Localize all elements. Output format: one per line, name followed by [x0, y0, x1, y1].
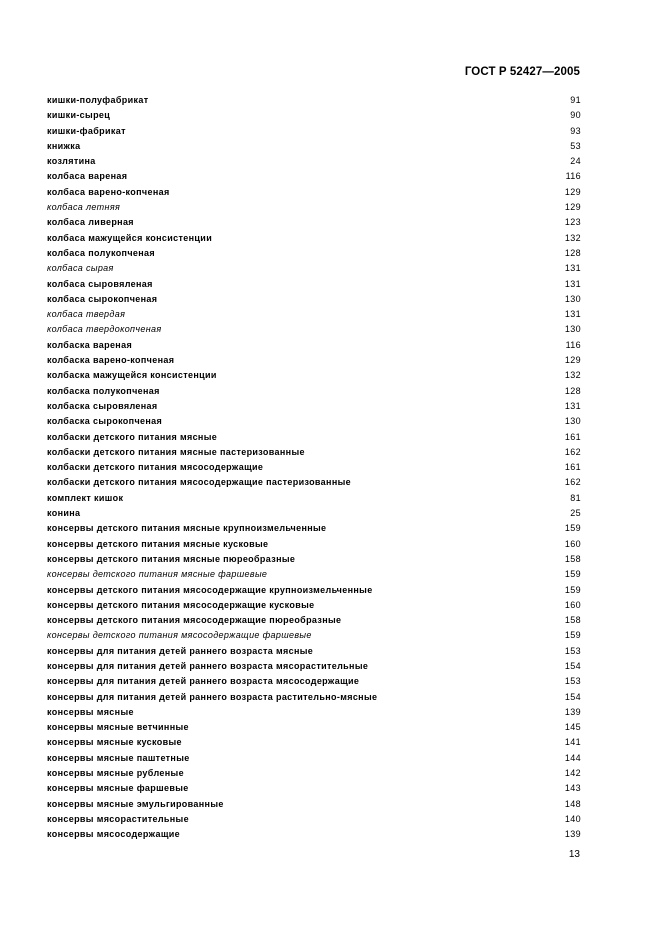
index-page-ref: 154: [564, 691, 581, 702]
index-entry: [47, 200, 581, 215]
index-page-ref: 158: [564, 615, 581, 626]
page-number: 13: [568, 849, 580, 860]
index-entry: [47, 552, 581, 567]
index-term: колбаса твердокопченая: [47, 324, 162, 335]
index-entry: [47, 108, 581, 123]
index-term: консервы мясосодержащие: [47, 829, 180, 840]
index-term: колбаска сыровяленая: [47, 400, 158, 411]
index-entry: [47, 368, 581, 383]
index-page-ref: 91: [570, 95, 581, 105]
index-term: консервы мясные ветчинные: [47, 722, 189, 733]
index-page-ref: 153: [564, 676, 581, 687]
index-entry: [47, 384, 581, 399]
index-entry: [47, 475, 581, 490]
index-entry: [47, 521, 581, 536]
index-page-ref: 116: [565, 339, 581, 350]
index-page-ref: 160: [564, 599, 581, 610]
index-entry: [47, 751, 581, 766]
index-page-ref: 53: [570, 140, 581, 151]
index-entry: [47, 567, 581, 582]
index-term: консервы мясные: [47, 706, 134, 717]
index-entry: [47, 705, 581, 720]
index-page-ref: 25: [570, 508, 581, 519]
index-term: колбаса ливерная: [47, 217, 134, 228]
index-entry: [47, 292, 581, 307]
index-page-ref: 161: [564, 462, 581, 473]
index-page-ref: 145: [564, 722, 581, 733]
index-page-ref: 131: [564, 400, 581, 411]
index-page-ref: 131: [564, 309, 581, 320]
index-page-ref: 159: [564, 523, 581, 534]
index-term: колбаски детского питания мясные: [47, 431, 218, 442]
index-term: консервы для питания детей раннего возраста мясорастительные: [47, 660, 369, 671]
index-term: колбаса вареная: [47, 171, 128, 182]
index-term: колбаска вареная: [47, 339, 133, 350]
index-term: колбаса варено-копченая: [47, 186, 170, 197]
index-page-ref: 141: [564, 737, 581, 748]
index-term: колбаса полукопченая: [47, 247, 155, 258]
index-page-ref: 93: [570, 125, 581, 136]
index-entry: [47, 261, 581, 276]
index-term: кишки-фабрикат: [47, 125, 126, 136]
index-term: консервы мясные кусковые: [47, 737, 182, 748]
index-entry: [47, 231, 581, 246]
index-term: колбаска мажущейся консистенции: [47, 370, 217, 381]
index-entry: [47, 185, 581, 200]
index-entry: [47, 506, 581, 521]
index-entry: [47, 537, 581, 552]
index-page-ref: 160: [564, 538, 581, 549]
index-page-ref: 130: [564, 293, 581, 304]
index-page-ref: 139: [564, 706, 581, 717]
index-term: колбаса сыровяленая: [47, 278, 153, 289]
index-term: консервы детского питания мясосодержащие фаршевые: [47, 630, 312, 641]
index-term: колбаса твердая: [47, 309, 126, 320]
index-entry: [47, 246, 581, 261]
index-page-ref: 159: [564, 569, 581, 580]
index-term: консервы для питания детей раннего возраста растительно-мясные: [47, 691, 378, 702]
index-entry: [47, 674, 581, 689]
index-term: кишки-сырец: [47, 110, 111, 121]
index-term: козлятина: [47, 156, 96, 167]
index-term: консервы для питания детей раннего возраста мясные: [47, 645, 314, 656]
index-entry: [47, 766, 581, 781]
index-page-ref: 162: [564, 477, 581, 488]
index-page-ref: 153: [564, 645, 581, 656]
index-term: колбаска варено-копченая: [47, 355, 175, 366]
index-term: консервы мясорастительные: [47, 813, 189, 824]
index-page-ref: 148: [564, 798, 581, 809]
index-entry: [47, 659, 581, 674]
index-page-ref: 131: [564, 278, 581, 289]
index-page-ref: 129: [564, 202, 581, 213]
index-term: колбаска сырокопченая: [47, 416, 163, 427]
index-entry: [47, 644, 581, 659]
index-entry: [47, 781, 581, 796]
index-page-ref: 130: [564, 416, 581, 427]
index-page-ref: 123: [564, 217, 581, 228]
index-page-ref: 131: [564, 263, 581, 274]
index-entry: [47, 124, 581, 139]
index-term: кишки-полуфабрикат: [47, 95, 149, 105]
index-entry: [47, 690, 581, 705]
index-page-ref: 24: [570, 156, 581, 167]
index-page-ref: 162: [564, 446, 581, 457]
index-entry: [47, 399, 581, 414]
index-entry: [47, 583, 581, 598]
index-page-ref: 158: [564, 553, 581, 564]
index-entry: [47, 445, 581, 460]
index-term: консервы детского питания мясные пюреобразные: [47, 553, 296, 564]
index-entry: [47, 277, 581, 292]
index-term: консервы детского питания мясосодержащие пюреобразные: [47, 615, 342, 626]
index-term: консервы мясные эмульгированные: [47, 798, 224, 809]
index-page-ref: 142: [564, 768, 581, 779]
index-term: колбаса сырокопченая: [47, 293, 158, 304]
index-page-ref: 130: [564, 324, 581, 335]
index-entry: [47, 93, 581, 108]
index-page-ref: 132: [564, 232, 581, 243]
index-entry: [47, 827, 581, 842]
index-entry: [47, 307, 581, 322]
index-term: консервы детского питания мясные кусковые: [47, 538, 269, 549]
index-term: консервы детского питания мясосодержащие кусковые: [47, 599, 315, 610]
index-entry: [47, 154, 581, 169]
index-page-ref: 90: [570, 110, 581, 121]
index-entry: [47, 353, 581, 368]
index-page-ref: 116: [565, 171, 581, 182]
index-entry: [47, 613, 581, 628]
index-entry: [47, 215, 581, 230]
index-page-ref: 161: [564, 431, 581, 442]
index-page-ref: 143: [564, 783, 581, 794]
index-term: консервы детского питания мясосодержащие крупноизмельченные: [47, 584, 373, 595]
index-page-ref: 132: [564, 370, 581, 381]
index-entry: [47, 139, 581, 154]
index-term: консервы мясные рубленые: [47, 768, 184, 779]
index-page-ref: 139: [564, 829, 581, 840]
index-page-ref: 159: [564, 630, 581, 641]
term-index: [47, 93, 581, 843]
index-term: колбаса летняя: [47, 202, 121, 213]
index-page-ref: 144: [564, 752, 581, 763]
index-entry: [47, 797, 581, 812]
index-entry: [47, 735, 581, 750]
index-page-ref: 128: [564, 385, 581, 396]
index-term: конина: [47, 508, 81, 519]
index-entry: [47, 598, 581, 613]
document-header: ГОСТ Р 52427—2005: [464, 66, 580, 78]
index-term: консервы мясные фаршевые: [47, 783, 189, 794]
index-entry: [47, 414, 581, 429]
index-entry: [47, 338, 581, 353]
index-page-ref: 129: [564, 355, 581, 366]
index-page-ref: 128: [564, 247, 581, 258]
index-term: колбаски детского питания мясосодержащие: [47, 462, 264, 473]
index-term: консервы детского питания мясные крупноизмельченные: [47, 523, 327, 534]
index-term: консервы для питания детей раннего возраста мясосодержащие: [47, 676, 360, 687]
index-entry: [47, 322, 581, 337]
index-page-ref: 81: [570, 492, 581, 503]
index-term: колбаска полукопченая: [47, 385, 160, 396]
index-term: колбаски детского питания мясосодержащие пастеризованные: [47, 477, 351, 488]
index-entry: [47, 460, 581, 475]
index-page-ref: 154: [564, 660, 581, 671]
index-page-ref: 129: [564, 186, 581, 197]
index-term: колбаса сырая: [47, 263, 114, 274]
index-term: консервы детского питания мясные фаршевые: [47, 569, 268, 580]
index-term: книжка: [47, 140, 81, 151]
index-page-ref: 159: [564, 584, 581, 595]
index-term: колбаски детского питания мясные пастеризованные: [47, 446, 305, 457]
index-entry: [47, 491, 581, 506]
index-entry: [47, 430, 581, 445]
index-entry: [47, 720, 581, 735]
index-term: колбаса мажущейся консистенции: [47, 232, 213, 243]
index-term: консервы мясные паштетные: [47, 752, 190, 763]
index-term: комплект кишок: [47, 492, 124, 503]
index-entry: [47, 812, 581, 827]
index-page-ref: 140: [564, 813, 581, 824]
index-entry: [47, 169, 581, 184]
index-entry: [47, 628, 581, 643]
